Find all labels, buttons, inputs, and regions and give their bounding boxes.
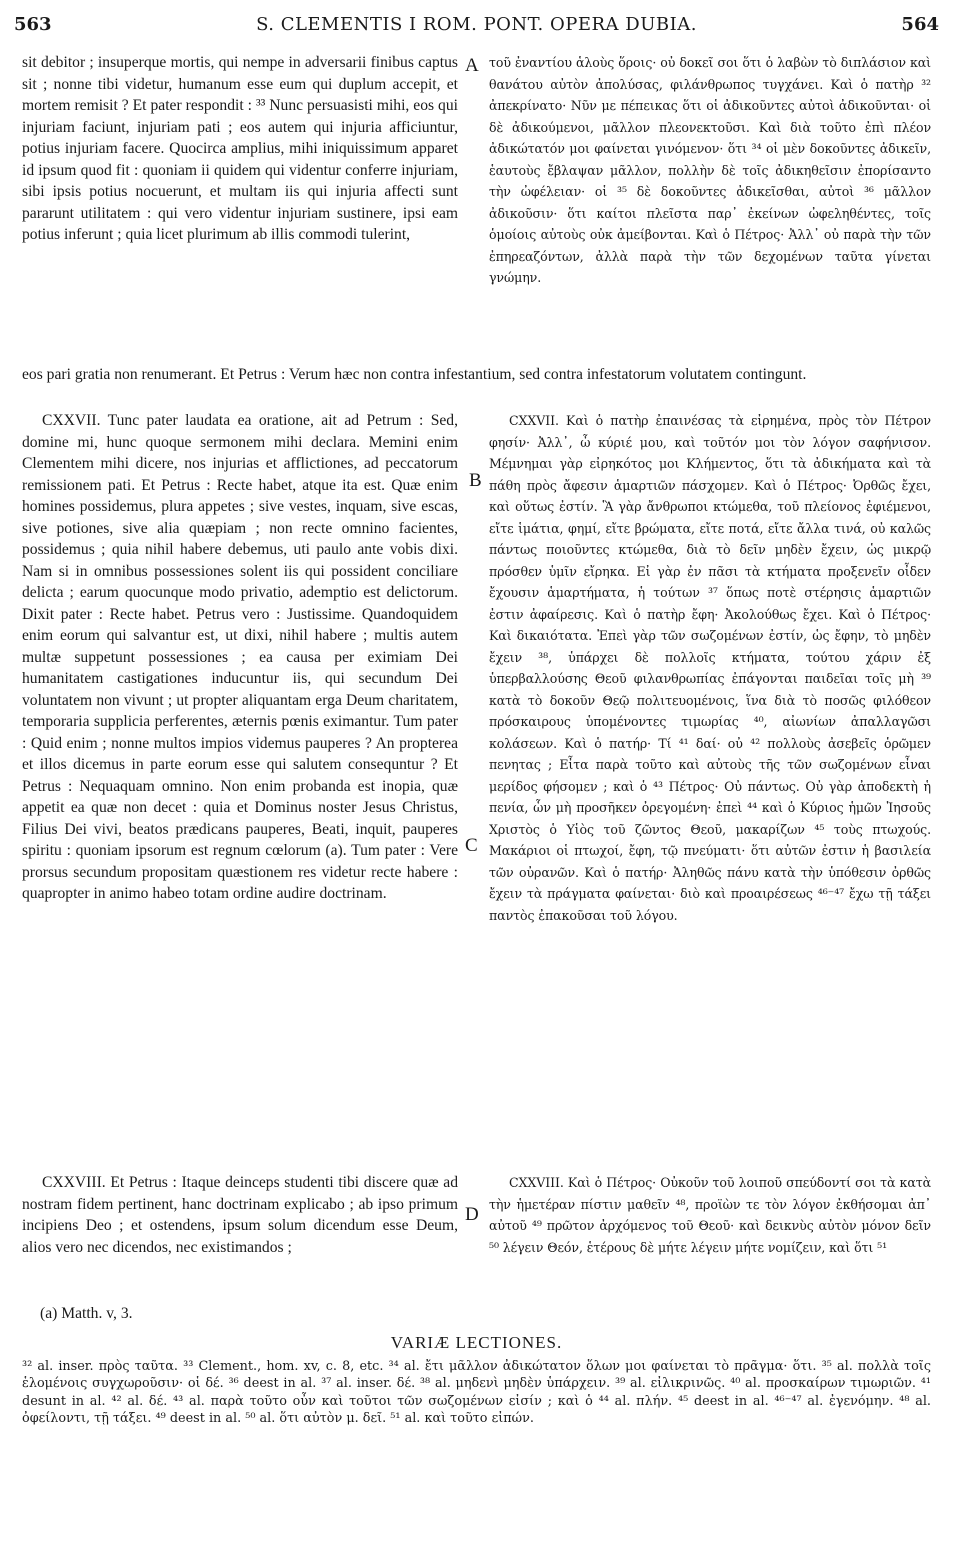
running-title: S. CLEMENTIS I ROM. PONT. OPERA DUBIA. bbox=[256, 14, 697, 35]
greek-paragraph-1: τοῦ ἐναντίου ἁλοὺς ὅροις· οὐ δοκεῖ σοι ὅτι ὁ λαβὼν τὸ διπλάσιον καὶ θανάτου αὐτὸν ἀπολύσας, φιλάνθρωπος τυγχάνει. Καὶ ὁ πατὴρ ³² ἀπεκρίνατο· Νῦν με πέπεικας ὅτι οἱ ἀδικοῦντες αὐτοὶ ἀδικοῦνται· οἱ δὲ ἀδικούμενοι, μᾶλλον πλεονεκτοῦσι. Καὶ διὰ τοῦτο ἐπὶ πλέον ἀδικώτατόν μοι φαίνεται γινόμενον· ὅτι ³⁴ οἱ μὲν δοκοῦντες ἀδικεῖν, ἑαυτοὺς ἔβλαψαν μᾶλλον, πολλὴν δὲ τοῖς ἀδικηθεῖσιν ἐπορίσαντο τὴν ὠφέλειαν· οἱ ³⁵ δὲ δοκοῦντες ἀδικεῖσθαι, αὐτοὶ ³⁶ μᾶλλον ἀδικοῦσιν· ὅτι καίτοι πλεῖστα παρ᾽ ἐκείνων ὠφεληθέντες, τοῖς ὁμοίοις αὐτοὺς οὐκ ἀμείβονται. Καὶ ὁ Πέτρος· Ἀλλ᾽ οὐ παρὰ τὴν τῶν ἐπηρεαζόντων, ἀλλὰ παρὰ τὴν τῶν δεχομένων ταῦτα γίνεται γνώμην. bbox=[489, 55, 931, 285]
margin-mark-c: C bbox=[465, 835, 478, 856]
variae-lectiones-title: VARIÆ LECTIONES. bbox=[390, 1333, 563, 1352]
greek-column-middle bbox=[489, 410, 931, 926]
latin-paragraph-2: CXXVII. Tunc pater laudata ea oratione, ait ad Petrum : Sed, domine mi, hunc quoque sermonem mihi declara. Memini enim Clementem mihi dicere, nos injurias et afflictiones, ad peccatorum remissionem pati. Et Petrus : Recte habet, atque ita est. Quæ enim homines possidemus, plura appetes ; sive vestes, inquam, sive escas, sive potiones, sive alia quæpiam ; non recte omnino facientes, possidemus ; quia nihil habere debemus, uti paulo ante vobis dixi. Nam si in omnibus possessiones solent iis qui possident conciliare delicta ; earum quocunque modo privatio, ademptio est delictorum. Dixit pater : Recte habet. Petrus vero : Justissime. Quandoquidem enim eorum qui salvantur est, ut dixi, nihil habere ; multis autem multæ suppetunt possessiones ; ea causa per eximiam Dei humanitatem castigationes inducuntur iis, qui secundum Dei voluntatem non vivunt ; ut propter aliquantam erga Deum charitatem, temporaria supplicia perferentes, æternis pœnis eximantur. Tum pater : Quid enim ; nonne multos impios videmus pauperes ? An propterea et illos dicemus in parte eorum esse qui salutem consequntur ? Et Petrus : Nequaquam omnino. Non enim probanda est inopia, quæ appetit ea quæ non decet : quia et Dominus noster Jesus Christus, Filius Dei vivi, beatos prædicans pauperes, Beati, inquit, pauperes spiritu : quoniam ipsorum est regnum cœlorum (a). Tum pater : Vere prorsus secundum propositam quæstionem res videtur recte habere : quapropter in animo habeo totam ordine audire doctrinam. bbox=[22, 412, 458, 902]
footnote: (a) Matth. v, 3. bbox=[40, 1305, 133, 1322]
page-number-left: 563 bbox=[14, 14, 52, 35]
latin-paragraph-3: CXXVIII. Et Petrus : Itaque deinceps studenti tibi discere quæ ad nostram fidem pertinent, hanc doctrinam explicabo ; ab ipso primum incipiens Deo ; et ostendens, ipsum solum dicendum esse Deum, alios vero nec dicendos, nec existimandos ; bbox=[22, 1174, 458, 1256]
greek-paragraph-2: CXXVII. Καὶ ὁ πατὴρ ἐπαινέσας τὰ εἰρημένα, πρὸς τὸν Πέτρον φησίν· Ἀλλ᾽, ὦ κύριέ μου, καὶ τοῦτόν μοι τὸν λόγον σαφήνισον. Μέμνημαι γὰρ εἰρηκότος μοι Κλήμεντος, ὅτι τὰ ἀδικήματα καὶ τὰ πάθη πρὸς ἄφεσιν ἁμαρτιῶν πάσχομεν. Καὶ ὁ Πέτρος· Ὀρθῶς ἔχει, καὶ οὕτως ἐστίν. Ἃ γὰρ ἄνθρωποι κτώμεθα, τοῦ πλείονος ἐφιέμενοι, εἴτε ἱμάτια, φημί, εἴτε βρώματα, εἴτε ποτά, εἴτε ἄλλα τινά, οὐ καλῶς πάντως ποιοῦντες κτώμεθα, διὰ τὸ δεῖν μηδὲν ἔχειν, ὡς μικρῷ πρόσθεν ὑμῖν εἴρηκα. Εἰ γὰρ ἐν πᾶσι τὰ κτήματα προξενεῖν οἶδεν ἔχουσιν ἁμαρτήματα, ἡ τούτων ³⁷ ὅπως ποτὲ στέρησις ἁμαρτιῶν ἐστιν ἀφαίρεσις. Καὶ ὁ πατὴρ ἔφη· Ἀκολούθως ἔχει. Καὶ ὁ Πέτρος· Καὶ δικαιότατα. Ἐπεὶ γὰρ τῶν σωζομένων ἐστίν, ὡς ἔφην, τὸ μηδὲν ἔχειν ³⁸, ὑπάρχει δὲ πολλοῖς κτήματα, τούτου χάριν ἐξ ὑπερβαλλούσης Θεοῦ φιλανθρωπίας ἐπάγονται παιδεῖαι τοῖς μὴ ³⁹ κατὰ τὸ δοκοῦν Θεῷ πολιτευομένοις, ἵνα διὰ τὸ ποσῶς φιλόθεον πρόσκαιρους ὑπομένοντες τιμωρίας ⁴⁰, αἰωνίων ἀπαλλαγῶσι κολάσεων. Καὶ ὁ πατήρ· Τί ⁴¹ δαί· οὐ ⁴² πολλοὺς ἀσεβεῖς ὁρῶμεν πενητας ; Εἶτα παρὰ τοῦτο καὶ αὐτοὺς τῆς τῶν σωζομένων εἶναι μερίδος φήσομεν ; καὶ ὁ ⁴³ Πέτρος· Οὐ πάντως. Οὐ γὰρ ἀποδεκτὴ ἡ πενία, ὧν μὴ προσῆκεν ὀρεγομένη· ἐπεὶ ⁴⁴ καὶ ὁ Κύριος ἡμῶν Ἰησοῦς Χριστὸς ὁ Υἱὸς τοῦ ζῶντος Θεοῦ, μακαρίζων ⁴⁵ τοὺς πτωχούς. Μακάριοι οἱ πτωχοί, ἔφη, τῷ πνεύματι· ὅτι αὐτῶν ἐστιν ἡ βασιλεία τῶν οὐρανῶν. Καὶ ὁ πατήρ· Ἀληθῶς πάνυ κατὰ τὴν ὑπόθεσιν ὀρθῶς ἔχειν τὰ πράγματα φαίνεται· διὸ καὶ προαιρέσεως ⁴⁶⁻⁴⁷ ἔχω τῇ τάξει παντὸς ἐπακοῦσαι τοῦ λόγου. bbox=[489, 413, 931, 923]
running-header bbox=[14, 14, 939, 40]
margin-mark-b: B bbox=[469, 470, 482, 491]
greek-column-bottom bbox=[489, 1172, 931, 1258]
margin-mark-a: A bbox=[465, 55, 479, 76]
latin-column-middle bbox=[22, 410, 458, 905]
page-number-right: 564 bbox=[901, 14, 939, 35]
full-width-line: eos pari gratia non renumerant. Et Petrus : Verum hæc non contra infestantium, sed contra infestatorum volutatem contingunt. bbox=[22, 366, 807, 383]
latin-paragraph-1: sit debitor ; insuperque mortis, qui nempe in adversarii finibus captus sit ; nonne tibi videtur, humanum esse eum qui duplum accepit, et mortem remisit ? Et pater respondit : ³³ Nunc persuasisti mihi, eos qui injuriam faciunt, injuriam pati ; eos autem qui injuria afficiuntur, potius injuriam facere. Quocirca amplius, mihi iniquissimum apparet id ipsum quod fit : quoniam ii quidem qui videntur conferre injuriam, sibi ipsis potius nocuerunt, et multam iis qui injuria affecti sunt pararunt utilitatem : qui vero videntur injuriam sustinere, ipsi eam potius inferunt ; quia licet plurimum ab illis commodi tulerint, bbox=[22, 54, 458, 243]
greek-column-top bbox=[489, 52, 931, 289]
greek-paragraph-3: CXXVIII. Καὶ ὁ Πέτρος· Οὐκοῦν τοῦ λοιποῦ σπεύδοντί σοι τὰ κατὰ τὴν ἡμετέραν πίστιν μαθεῖν ⁴⁸, προϊὼν τε τὸν λόγον ἐκθήσομαι ἀπ᾽ αὐτοῦ ⁴⁹ πρῶτον ἀρχόμενος τοῦ Θεοῦ· καὶ δεικνὺς αὐτὸν μόνον δεῖν ⁵⁰ λέγειν Θεόν, ἑτέρους δὲ μήτε λέγειν μήτε νομίζειν, καὶ ὅτι ⁵¹ bbox=[489, 1175, 931, 1255]
margin-mark-d: D bbox=[465, 1204, 479, 1225]
latin-column-bottom bbox=[22, 1172, 458, 1258]
variae-lectiones-text: ³² al. inser. πρὸς ταῦτα. ³³ Clement., hom. xv, c. 8, etc. ³⁴ al. ἔτι μᾶλλον ἀδικώτατον ὅλων μοι φαίνεται τὸ πρᾶγμα· ὅτι. ³⁵ al. πολλὰ τοῖς ἑλομένοις συγχωροῦσιν· οἱ δέ. ³⁶ deest in al. ³⁷ al. inser. δέ. ³⁸ al. μηδενὶ μηδὲν ὑπάρχειν. ³⁹ al. εἰλικρινῶς. ⁴⁰ al. προσκαίρων τιμωριῶν. ⁴¹ desunt in al. ⁴² al. δέ. ⁴³ al. παρὰ τοῦτο οὖν καὶ τοῦτοι τῶν σωζομένων εἰσίν ; καὶ ὁ ⁴⁴ al. πλήν. ⁴⁵ deest in al. ⁴⁶⁻⁴⁷ al. ἐγενόμην. ⁴⁸ al. ὀφείλοντι, τῇ τάξει. ⁴⁹ deest in al. ⁵⁰ al. ὅτι αὐτὸν μ. δεῖ. ⁵¹ al. καὶ τοῦτο εἰπών. bbox=[22, 1359, 931, 1427]
latin-column-top bbox=[22, 52, 458, 246]
